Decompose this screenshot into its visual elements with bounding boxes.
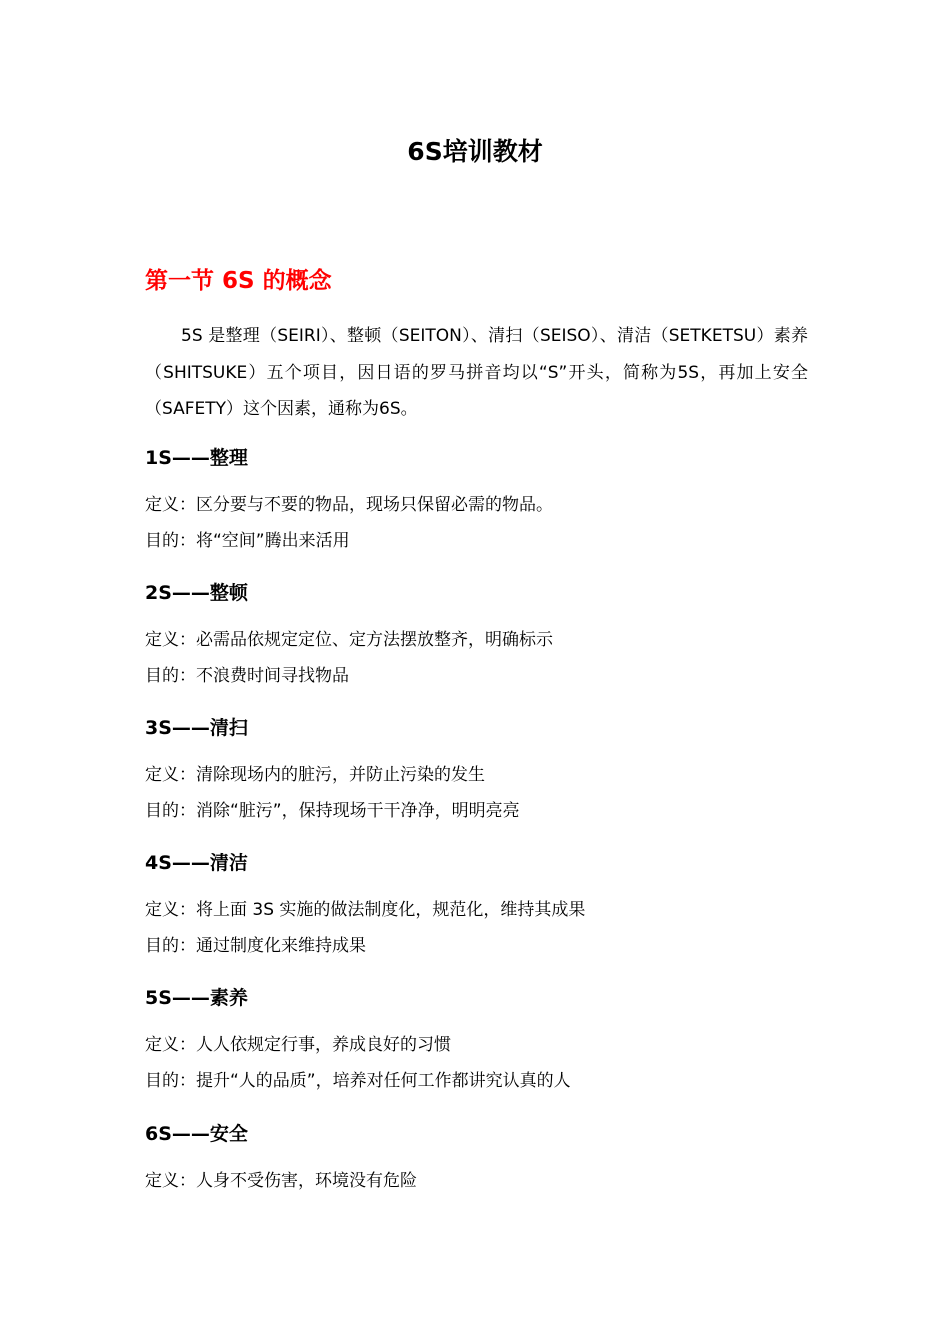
item-heading: 4S——清洁 — [145, 852, 248, 874]
item-purpose: 目的：提升“人的品质”，培养对任何工作都讲究认真的人 — [145, 1071, 571, 1091]
item-2s-seiton — [145, 579, 808, 694]
intro-paragraph: 5S 是整理（SEIRI）、整顿（SEITON）、清扫（SEISO）、清洁（SETKETSU）素养（SHITSUKE）五个项目，因日语的罗马拼音均以“S”开头，简称为5S，再加上安全（SAFETY）这个因素，通称为6S。 — [145, 326, 808, 419]
item-heading: 3S——清扫 — [145, 717, 248, 739]
section-title: 第一节 6S 的概念 — [145, 268, 332, 294]
item-definition: 定义：必需品依规定定位、定方法摆放整齐，明确标示 — [145, 630, 553, 650]
item-6s-safety — [145, 1120, 808, 1199]
item-4s-seiketsu — [145, 849, 808, 964]
document-title: 6S培训教材 — [407, 137, 543, 166]
item-3s-seiso — [145, 714, 808, 829]
item-1s-seiri — [145, 444, 808, 559]
item-purpose: 目的：通过制度化来维持成果 — [145, 936, 366, 956]
item-purpose: 目的：不浪费时间寻找物品 — [145, 666, 349, 686]
item-definition: 定义：区分要与不要的物品，现场只保留必需的物品。 — [145, 495, 553, 515]
item-definition: 定义：将上面 3S 实施的做法制度化，规范化，维持其成果 — [145, 900, 586, 920]
item-definition: 定义：清除现场内的脏污，并防止污染的发生 — [145, 765, 485, 785]
item-heading: 1S——整理 — [145, 447, 248, 469]
item-definition: 定义：人人依规定行事，养成良好的习惯 — [145, 1035, 451, 1055]
item-5s-shitsuke — [145, 984, 808, 1099]
item-heading: 2S——整顿 — [145, 582, 248, 604]
item-definition: 定义：人身不受伤害，环境没有危险 — [145, 1171, 417, 1191]
item-purpose: 目的：将“空间”腾出来活用 — [145, 531, 350, 551]
item-heading: 5S——素养 — [145, 987, 248, 1009]
item-heading: 6S——安全 — [145, 1123, 248, 1145]
item-purpose: 目的：消除“脏污”，保持现场干干净净，明明亮亮 — [145, 801, 520, 821]
